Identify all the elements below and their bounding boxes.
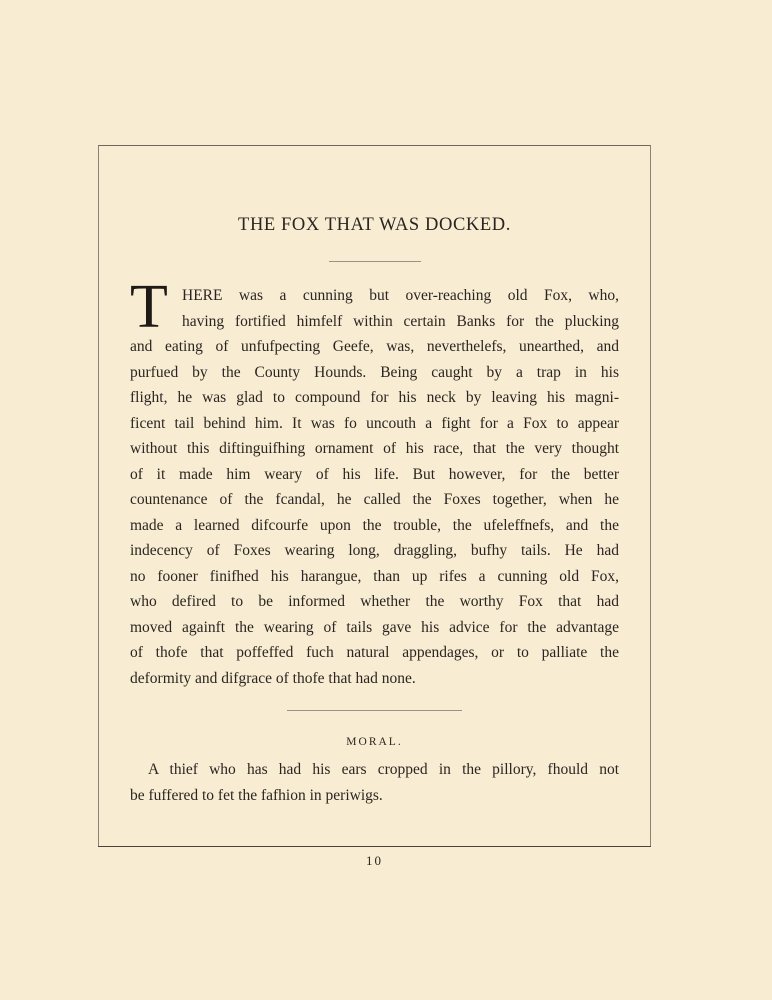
story-line: HERE was a cunning but over-reaching old Fox, who, xyxy=(182,287,619,304)
moral-line: be fuffered to fet the fafhion in periwigs. xyxy=(130,786,383,804)
story-line: and eating of unfufpecting Geefe, was, neverthelefs, unearthed, and xyxy=(130,338,619,355)
story-line: moved againft the wearing of tails gave his advice for the advantage xyxy=(130,618,619,636)
drop-cap-text: T xyxy=(130,279,168,331)
moral-line: A thief who has had his ears cropped in the pillory, fhould not xyxy=(148,761,619,778)
story-line: flight, he was glad to compound for his neck by leaving his magni- xyxy=(130,389,619,406)
story-line: made a learned difcourfe upon the trouble, the ufeleffnefs, and the xyxy=(130,516,619,534)
story-line: ficent tail behind him. It was fo uncouth a fight for a Fox to appear xyxy=(130,414,619,432)
story-line: of thofe that poffeffed fuch natural appendages, or to palliate the xyxy=(130,644,619,661)
story-line: indecency of Foxes wearing long, draggling, bufhy tails. He had xyxy=(130,542,619,559)
story-line: no fooner finifhed his harangue, than up rifes a cunning old Fox, xyxy=(130,567,619,585)
bottom-rule xyxy=(98,846,651,847)
moral-divider xyxy=(287,710,462,711)
story-line: without this diftinguifhing ornament of his race, that the very thought xyxy=(130,440,619,457)
story-text xyxy=(130,283,619,691)
story-line: who defired to be informed whether the worthy Fox that had xyxy=(130,593,619,610)
title-divider xyxy=(329,261,421,262)
story-line: purfued by the County Hounds. Being caught by a trap in his xyxy=(130,363,619,381)
story-line: countenance of the fcandal, he called the Foxes together, when he xyxy=(130,491,619,508)
story-line: of it made him weary of his life. But however, for the better xyxy=(130,465,619,483)
story-line: deformity and difgrace of thofe that had none. xyxy=(130,669,416,687)
fable-title: THE FOX THAT WAS DOCKED. xyxy=(238,215,511,235)
page-number: 10 xyxy=(366,853,383,868)
moral-heading: MORAL. xyxy=(346,736,403,748)
story-line: having fortified himfelf within certain Banks for the plucking xyxy=(182,312,619,330)
moral-text xyxy=(130,757,619,808)
